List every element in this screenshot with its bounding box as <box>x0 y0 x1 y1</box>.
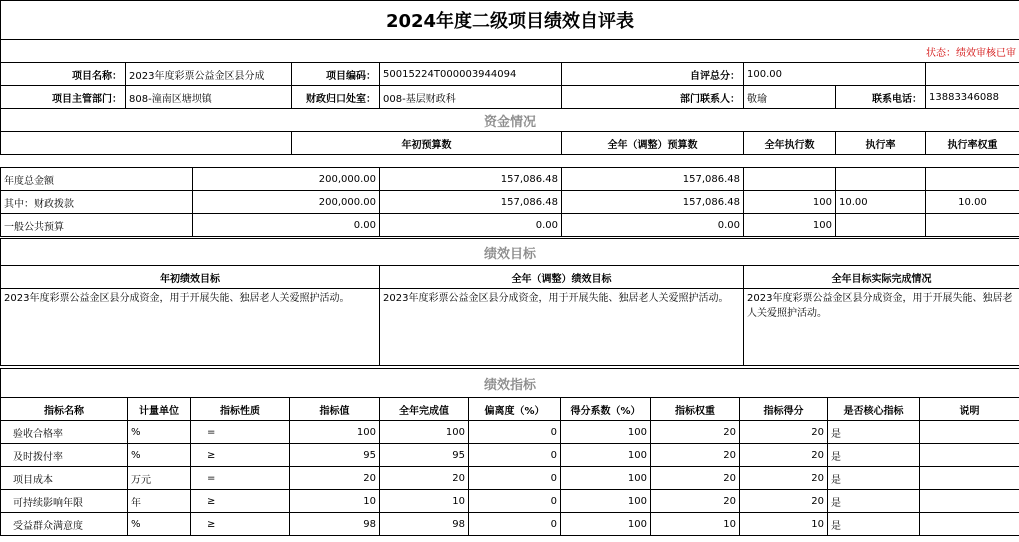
phone-label: 联系电话： <box>836 86 926 109</box>
ind-deviation: 0 <box>469 421 561 444</box>
goal-initial-text: 2023年度彩票公益金区县分成资金，用于开展失能、独居老人关爱照护活动。 <box>1 289 380 366</box>
ind-header-target: 指标值 <box>290 398 380 421</box>
funding-row-label: 年度总金额 <box>1 168 193 191</box>
funding-row-adjusted: 157,086.48 <box>380 168 562 191</box>
funding-header-adjusted: 全年（调整）预算数 <box>562 132 744 155</box>
goals-table <box>0 238 1019 366</box>
ind-score: 20 <box>740 444 828 467</box>
finance-label: 财政归口处室： <box>292 86 380 109</box>
goal-actual-text: 2023年度彩票公益金区县分成资金，用于开展失能、独居老人关爱照护活动。 <box>744 289 1019 366</box>
ind-coef: 100 <box>561 513 651 536</box>
ind-score: 10 <box>740 513 828 536</box>
funding-header-weight: 执行率权重 <box>926 132 1019 155</box>
goal-adjusted-text: 2023年度彩票公益金区县分成资金，用于开展失能、独居老人关爱照护活动。 <box>380 289 744 366</box>
funding-row-initial: 200,000.00 <box>193 168 380 191</box>
score-label: 自评总分： <box>562 63 744 86</box>
dept-label: 项目主管部门： <box>1 86 126 109</box>
goals-section-title: 绩效目标 <box>1 239 1019 266</box>
funding-row-rate <box>744 168 836 191</box>
table-row <box>1 490 1019 513</box>
ind-note <box>920 490 1019 513</box>
ind-name: 受益群众满意度 <box>1 513 128 536</box>
ind-done: 20 <box>380 467 469 490</box>
ind-name: 及时拨付率 <box>1 444 128 467</box>
score-value: 100.00 <box>744 63 926 86</box>
ind-core: 是 <box>828 444 920 467</box>
funding-row-rate: 100 <box>744 214 836 237</box>
funding-row-weight <box>836 214 926 237</box>
project-code-value: 50015224T000003944094 <box>380 63 562 86</box>
project-name-label: 项目名称： <box>1 63 126 86</box>
goals-header-adjusted: 全年（调整）绩效目标 <box>380 266 744 289</box>
ind-note <box>920 467 1019 490</box>
ind-done: 98 <box>380 513 469 536</box>
ind-coef: 100 <box>561 467 651 490</box>
ind-done: 95 <box>380 444 469 467</box>
funding-row-weight: 10.00 <box>836 191 926 214</box>
project-name-value: 2023年度彩票公益金区县分成 <box>126 63 292 86</box>
indicators-table <box>0 368 1019 536</box>
funding-row-initial: 0.00 <box>193 214 380 237</box>
goals-header-initial: 年初绩效目标 <box>1 266 380 289</box>
empty-cell <box>926 63 1019 86</box>
ind-done: 10 <box>380 490 469 513</box>
ind-score: 20 <box>740 467 828 490</box>
ind-note <box>920 444 1019 467</box>
ind-unit: % <box>128 513 191 536</box>
ind-header-name: 指标名称 <box>1 398 128 421</box>
ind-name: 项目成本 <box>1 467 128 490</box>
table-row <box>1 214 1019 237</box>
ind-unit: 年 <box>128 490 191 513</box>
ind-coef: 100 <box>561 444 651 467</box>
ind-unit: % <box>128 444 191 467</box>
ind-header-score: 指标得分 <box>740 398 828 421</box>
ind-nature: ≥ <box>191 444 290 467</box>
ind-note <box>920 421 1019 444</box>
funding-row-adjusted: 157,086.48 <box>380 191 562 214</box>
ind-header-note: 说明 <box>920 398 1019 421</box>
ind-unit: % <box>128 421 191 444</box>
project-code-label: 项目编码： <box>292 63 380 86</box>
ind-target: 10 <box>290 490 380 513</box>
funding-row-executed: 0.00 <box>562 214 744 237</box>
ind-core: 是 <box>828 513 920 536</box>
funding-table <box>0 167 1019 237</box>
ind-score: 20 <box>740 421 828 444</box>
ind-deviation: 0 <box>469 513 561 536</box>
report-title: 2024年度二级项目绩效自评表 <box>1 1 1019 40</box>
status-badge: 状态：绩效审核已审 <box>1 40 1019 63</box>
funding-header-blank <box>1 132 292 155</box>
table-row <box>1 168 1019 191</box>
ind-unit: 万元 <box>128 467 191 490</box>
ind-target: 95 <box>290 444 380 467</box>
contact-label: 部门联系人： <box>562 86 744 109</box>
ind-name: 验收合格率 <box>1 421 128 444</box>
ind-header-coef: 得分系数（%） <box>561 398 651 421</box>
funding-header-initial: 年初预算数 <box>292 132 562 155</box>
funding-row-executed: 157,086.48 <box>562 168 744 191</box>
funding-row-score: 10.00 <box>926 191 1019 214</box>
ind-weight: 20 <box>651 467 740 490</box>
ind-nature: = <box>191 421 290 444</box>
ind-header-weight: 指标权重 <box>651 398 740 421</box>
ind-done: 100 <box>380 421 469 444</box>
ind-header-unit: 计量单位 <box>128 398 191 421</box>
ind-nature: ≥ <box>191 513 290 536</box>
ind-header-done: 全年完成值 <box>380 398 469 421</box>
ind-nature: = <box>191 467 290 490</box>
ind-name: 可持续影响年限 <box>1 490 128 513</box>
table-row <box>1 513 1019 536</box>
ind-target: 98 <box>290 513 380 536</box>
finance-value: 008-基层财政科 <box>380 86 562 109</box>
ind-deviation: 0 <box>469 444 561 467</box>
ind-weight: 20 <box>651 490 740 513</box>
ind-target: 20 <box>290 467 380 490</box>
funding-row-initial: 200,000.00 <box>193 191 380 214</box>
header-table <box>0 0 1019 155</box>
ind-target: 100 <box>290 421 380 444</box>
dept-value: 808-潼南区塘坝镇 <box>126 86 292 109</box>
ind-deviation: 0 <box>469 490 561 513</box>
funding-row-adjusted: 0.00 <box>380 214 562 237</box>
ind-header-deviation: 偏离度（%） <box>469 398 561 421</box>
indicators-section-title: 绩效指标 <box>1 369 1019 398</box>
funding-row-executed: 157,086.48 <box>562 191 744 214</box>
ind-core: 是 <box>828 421 920 444</box>
funding-row-label: 一般公共预算 <box>1 214 193 237</box>
table-row <box>1 467 1019 490</box>
ind-weight: 10 <box>651 513 740 536</box>
goals-header-actual: 全年目标实际完成情况 <box>744 266 1019 289</box>
table-row <box>1 191 1019 214</box>
table-row <box>1 421 1019 444</box>
contact-value: 敬瑜 <box>744 86 836 109</box>
table-row <box>1 444 1019 467</box>
funding-row-score <box>926 168 1019 191</box>
funding-row-label: 其中：财政拨款 <box>1 191 193 214</box>
ind-coef: 100 <box>561 490 651 513</box>
phone-value: 13883346088 <box>926 86 1019 109</box>
ind-header-nature: 指标性质 <box>191 398 290 421</box>
ind-score: 20 <box>740 490 828 513</box>
funding-section-title: 资金情况 <box>1 109 1019 132</box>
funding-row-weight <box>836 168 926 191</box>
ind-weight: 20 <box>651 444 740 467</box>
ind-header-core: 是否核心指标 <box>828 398 920 421</box>
ind-core: 是 <box>828 490 920 513</box>
funding-row-score <box>926 214 1019 237</box>
funding-row-rate: 100 <box>744 191 836 214</box>
ind-coef: 100 <box>561 421 651 444</box>
ind-nature: ≥ <box>191 490 290 513</box>
ind-deviation: 0 <box>469 467 561 490</box>
funding-header-executed: 全年执行数 <box>744 132 836 155</box>
funding-header-rate: 执行率 <box>836 132 926 155</box>
ind-note <box>920 513 1019 536</box>
ind-weight: 20 <box>651 421 740 444</box>
ind-core: 是 <box>828 467 920 490</box>
